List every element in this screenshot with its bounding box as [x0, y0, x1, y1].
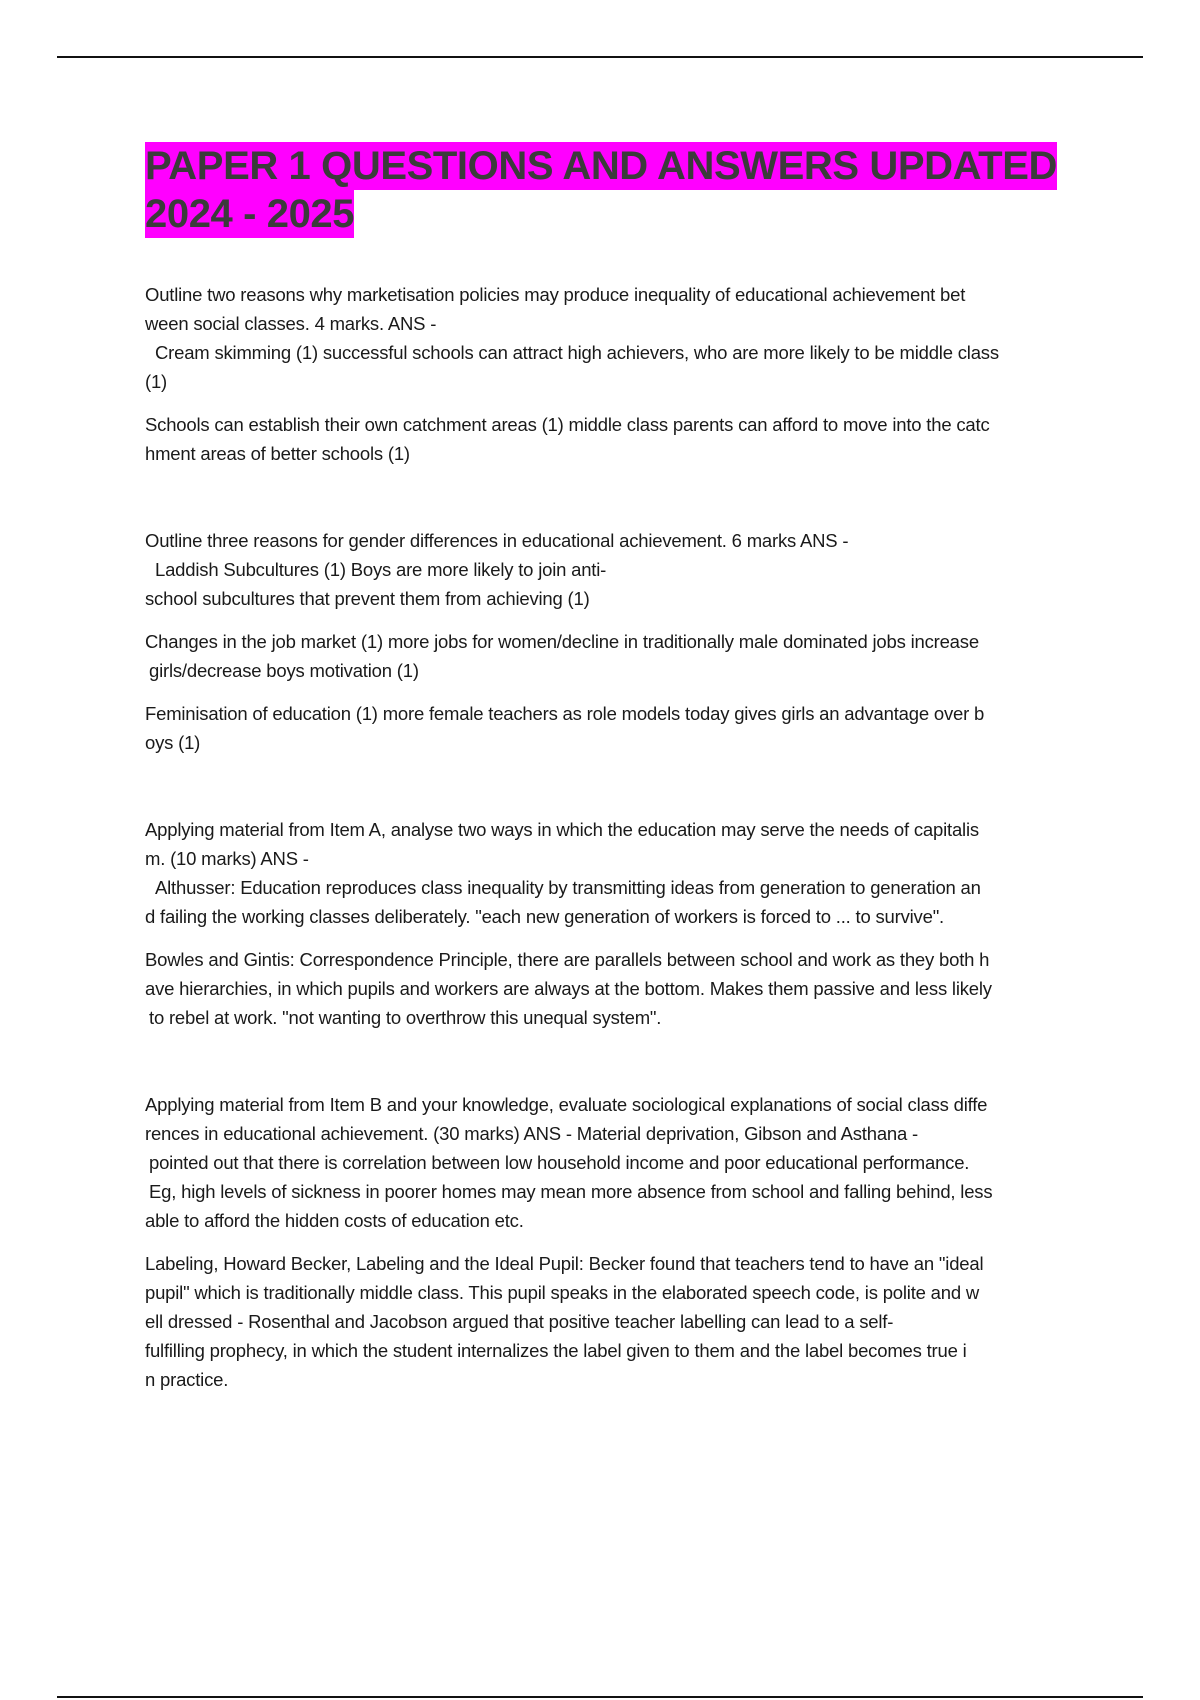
answer-line: Feminisation of education (1) more female teachers as role models today gives girls an advantage over b [145, 703, 985, 724]
answer-text [145, 410, 1091, 468]
answer-line: d failing the working classes deliberately. "each new generation of workers is forced to ... to survive". [145, 906, 944, 927]
answer-text [145, 627, 1091, 685]
question-block-2 [145, 526, 1091, 757]
answer-line: Laddish Subcultures (1) Boys are more likely to join anti- [155, 559, 607, 580]
answer-line: ave hierarchies, in which pupils and workers are always at the bottom. Makes them passive and less likely [145, 978, 992, 999]
answer-line: Changes in the job market (1) more jobs for women/decline in traditionally male dominated jobs increase [145, 631, 979, 652]
question-block-4 [145, 1090, 1091, 1394]
answer-line: hment areas of better schools (1) [145, 443, 410, 464]
answer-line: pupil" which is traditionally middle class. This pupil speaks in the elaborated speech code, is polite and w [145, 1282, 980, 1303]
answer-line: fulfilling prophecy, in which the student internalizes the label given to them and the label becomes true i [145, 1340, 967, 1361]
question-line: ween social classes. 4 marks. ANS - [145, 313, 437, 334]
answer-text [145, 1249, 1091, 1394]
answer-line: Schools can establish their own catchment areas (1) middle class parents can afford to move into the catc [145, 414, 990, 435]
answer-line: oys (1) [145, 732, 201, 753]
answer-text [145, 338, 1091, 396]
question-line: Applying material from Item A, analyse two ways in which the education may serve the needs of capitalis [145, 819, 979, 840]
question-line: Applying material from Item B and your knowledge, evaluate sociological explanations of social class diffe [145, 1094, 988, 1115]
answer-line: Cream skimming (1) successful schools can attract high achievers, who are more likely to be middle class [155, 342, 999, 363]
answer-line: n practice. [145, 1369, 229, 1390]
answer-line: ell dressed - Rosenthal and Jacobson argued that positive teacher labelling can lead to a self- [145, 1311, 894, 1332]
question-block-3 [145, 815, 1091, 1032]
question-line: m. (10 marks) ANS - [145, 848, 309, 869]
document-body [145, 142, 1091, 1394]
answer-line: girls/decrease boys motivation (1) [149, 660, 419, 681]
question-block-1 [145, 280, 1091, 468]
title-line-1: PAPER 1 QUESTIONS AND ANSWERS UPDATED [145, 144, 1057, 188]
page-title [145, 142, 1091, 238]
answer-line: school subcultures that prevent them from achieving (1) [145, 588, 590, 609]
answer-text [145, 873, 1091, 931]
answer-line: Althusser: Education reproduces class inequality by transmitting ideas from generation to generation an [155, 877, 981, 898]
title-line-2: 2024 - 2025 [145, 192, 355, 236]
question-text [145, 526, 1091, 555]
answer-line: (1) [145, 371, 168, 392]
answer-line: able to afford the hidden costs of education etc. [145, 1210, 524, 1231]
qa-section [145, 280, 1091, 1394]
top-divider [57, 56, 1143, 58]
answer-text [145, 699, 1091, 757]
answer-line: Eg, high levels of sickness in poorer homes may mean more absence from school and falling behind, less [149, 1181, 993, 1202]
question-text [145, 280, 1091, 338]
question-text [145, 1090, 1091, 1148]
answer-line: Labeling, Howard Becker, Labeling and the Ideal Pupil: Becker found that teachers tend to have an "ideal [145, 1253, 984, 1274]
answer-text [145, 555, 1091, 613]
question-line: Outline three reasons for gender differences in educational achievement. 6 marks ANS - [145, 530, 849, 551]
question-line: Outline two reasons why marketisation policies may produce inequality of educational achievement bet [145, 284, 966, 305]
answer-line: Bowles and Gintis: Correspondence Principle, there are parallels between school and work as they both h [145, 949, 990, 970]
answer-text [145, 945, 1091, 1032]
answer-text [145, 1148, 1091, 1235]
answer-line: to rebel at work. "not wanting to overthrow this unequal system". [149, 1007, 662, 1028]
question-text [145, 815, 1091, 873]
bottom-divider [57, 1696, 1143, 1698]
answer-line: pointed out that there is correlation between low household income and poor educational performance. [149, 1152, 970, 1173]
question-line: rences in educational achievement. (30 marks) ANS - Material deprivation, Gibson and Asthana - [145, 1123, 918, 1144]
